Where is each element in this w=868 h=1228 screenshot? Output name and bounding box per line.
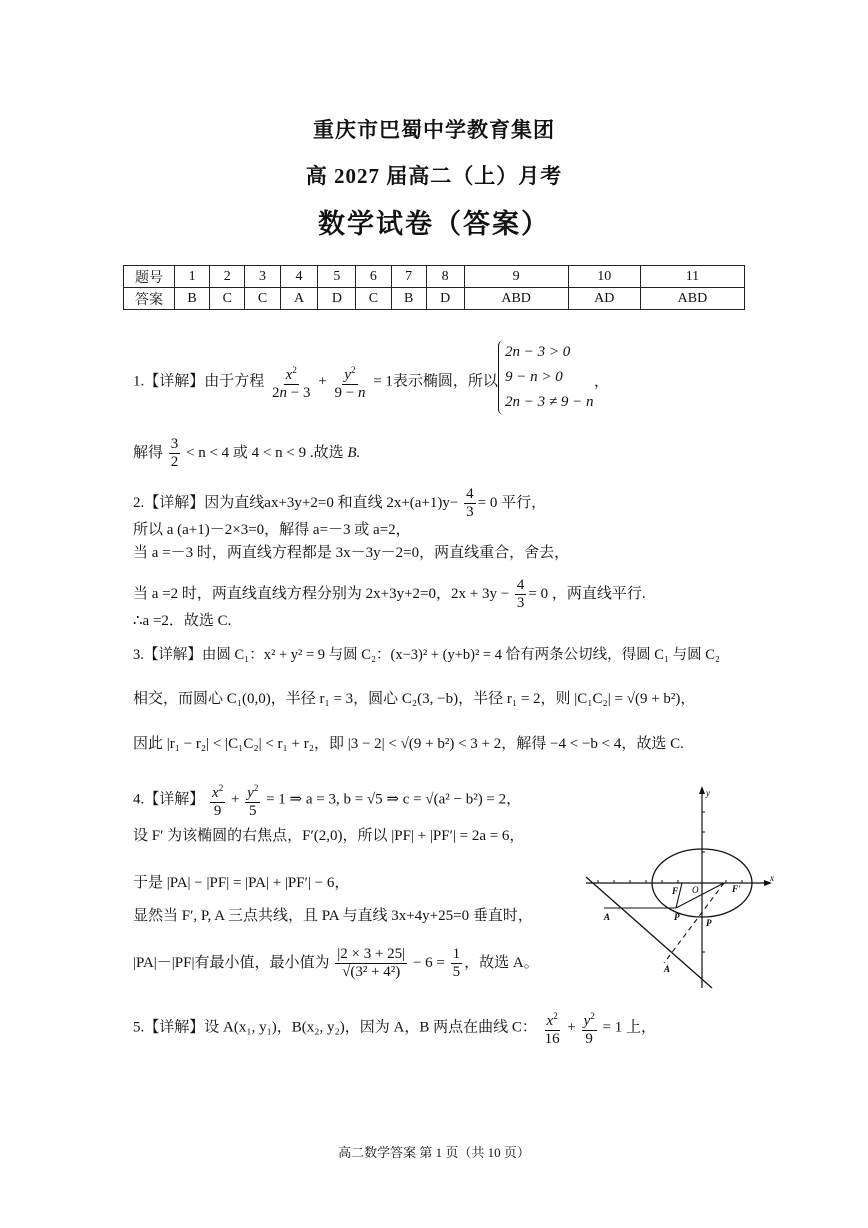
table-cell: B — [391, 288, 426, 310]
table-cell: 8 — [426, 266, 464, 288]
ellipse-figure — [578, 782, 778, 992]
q4-line-1: 4.【详解】 $\frac{x^2}{9}$ + $\frac{y^2}{5}$ = 1 ⇒ a = 3, b = √5 ⇒ c = √(a² − b²) = 2， — [133, 780, 521, 820]
page-footer: 高二数学答案 第 1 页（共 10 页） — [338, 1145, 530, 1160]
table-cell: 1 — [175, 266, 210, 288]
focus-right-label: F' — [732, 884, 741, 894]
q4-line-5: |PA|－|PF|有最小值，最小值为 $\frac{|2 \times 3 + 25|}{\text{√(3² + 4²)}}$ − 6 = $\frac{1}{5}$ ，故选 A。 — [133, 946, 539, 980]
table-cell: D — [318, 288, 356, 310]
q1-inequality-system: 2n − 3 > 0 9 − n > 0 2n − 3 ≠ 9 − n — [498, 340, 593, 415]
table-cell: C — [356, 288, 391, 310]
table-cell: A — [280, 288, 318, 310]
q2-line-3: 当 a =－3 时，两直线方程都是 3x－3y－2=0，两直线重合，舍去， — [133, 545, 570, 561]
table-cell: B — [175, 288, 210, 310]
school-title: 重庆市巴蜀中学教育集团 — [313, 118, 555, 142]
table-cell: 10 — [568, 266, 640, 288]
table-cell: 4 — [280, 266, 318, 288]
q4-line-2: 设 F′ 为该椭圆的右焦点，F′(2,0)，所以 |PF| + |PF′| = 2a = 6， — [133, 828, 525, 844]
q4-line-3: 于是 |PA| − |PF| = |PA| + |PF′| − 6， — [133, 875, 350, 891]
table-cell: 5 — [318, 266, 356, 288]
y-axis-arrow — [699, 786, 705, 794]
table-cell: 7 — [391, 266, 426, 288]
question-number-row — [124, 266, 745, 288]
q1-line-1: 1.【详解】由于方程 $\frac{x^2}{2n - 3}$ + $\frac{y^2}{9 - n}$ = 1表示椭圆，所以 — [133, 362, 498, 402]
table-cell: ABD — [640, 288, 744, 310]
focus-left-label: F — [672, 886, 679, 896]
q2-line-4: 当 a =2 时，两直线直线方程分别为 2x+3y+2=0，2x + 3y − $\frac{4}{3}$ = 0 ，两直线平行. — [133, 577, 646, 611]
q2-line-2: 所以 a (a+1)－2×3=0，解得 a=－3 或 a=2， — [133, 522, 411, 538]
axis-ticks — [598, 812, 742, 952]
subject-title: 数学试卷（答案） — [318, 209, 550, 239]
x-label: x — [770, 873, 774, 883]
table-cell: ABD — [464, 288, 568, 310]
table-cell: AD — [568, 288, 640, 310]
segment-pf2 — [676, 883, 724, 908]
q3-line-3: 因此 |r₁ − r₂| < |C₁C₂| < r₁ + r₂，即 |3 − 2| < √(9 + b²) < 3 + 2，解得 −4 < −b < 4，故选 C. — [133, 736, 684, 752]
answer-row — [124, 288, 745, 310]
q3-line-1: 3.【详解】由圆 C₁：x² + y² = 9 与圆 C₂：(x−3)² + (y+b)² = 4 恰有两条公切线，得圆 C₁ 与圆 C₂ — [133, 647, 720, 663]
table-cell: 9 — [464, 266, 568, 288]
table-cell: 2 — [210, 266, 245, 288]
row-label: 题号 — [124, 266, 175, 288]
q2-line-5: ∴a =2．故选 C. — [133, 613, 232, 629]
table-cell: 3 — [245, 266, 280, 288]
table-cell: 11 — [640, 266, 744, 288]
row-label: 答案 — [124, 288, 175, 310]
q5-line-1: 5.【详解】设 A(x₁, y₁)，B(x₂, y₂)，因为 A，B 两点在曲线 C： $\frac{x^2}{16}$ + $\frac{y^2}{9}$ = 1 上， — [133, 1008, 656, 1048]
table-cell: C — [245, 288, 280, 310]
exam-title: 高 2027 届高二（上）月考 — [305, 164, 563, 188]
answer-table — [123, 265, 745, 310]
point-p2-label: P — [706, 918, 712, 928]
q2-line-1: 2.【详解】因为直线ax+3y+2=0 和直线 2x+(a+1)y− $\frac{4}{3}$ = 0 平行， — [133, 486, 547, 520]
q1-result: 解得 $\frac{3}{2}$ < n < 4 或 4 < n < 9 .故选 B. — [133, 436, 361, 470]
table-cell: 6 — [356, 266, 391, 288]
point-a2-label: A — [664, 964, 671, 974]
y-label: y — [706, 788, 710, 798]
origin-label: O — [692, 885, 699, 895]
q3-line-2: 相交，而圆心 C₁(0,0)，半径 r₁ = 3，圆心 C₂(3, −b)，半径 r₁ = 2，则 |C₁C₂| = √(9 + b²)， — [133, 691, 696, 707]
table-cell: C — [210, 288, 245, 310]
point-a-label: A — [604, 912, 611, 922]
q4-line-4: 显然当 F′, P, A 三点共线，且 PA 与直线 3x+4y+25=0 垂直时， — [133, 908, 533, 924]
point-p-label: P — [674, 912, 680, 922]
q1-comma: ， — [594, 374, 610, 390]
table-cell: D — [426, 288, 464, 310]
